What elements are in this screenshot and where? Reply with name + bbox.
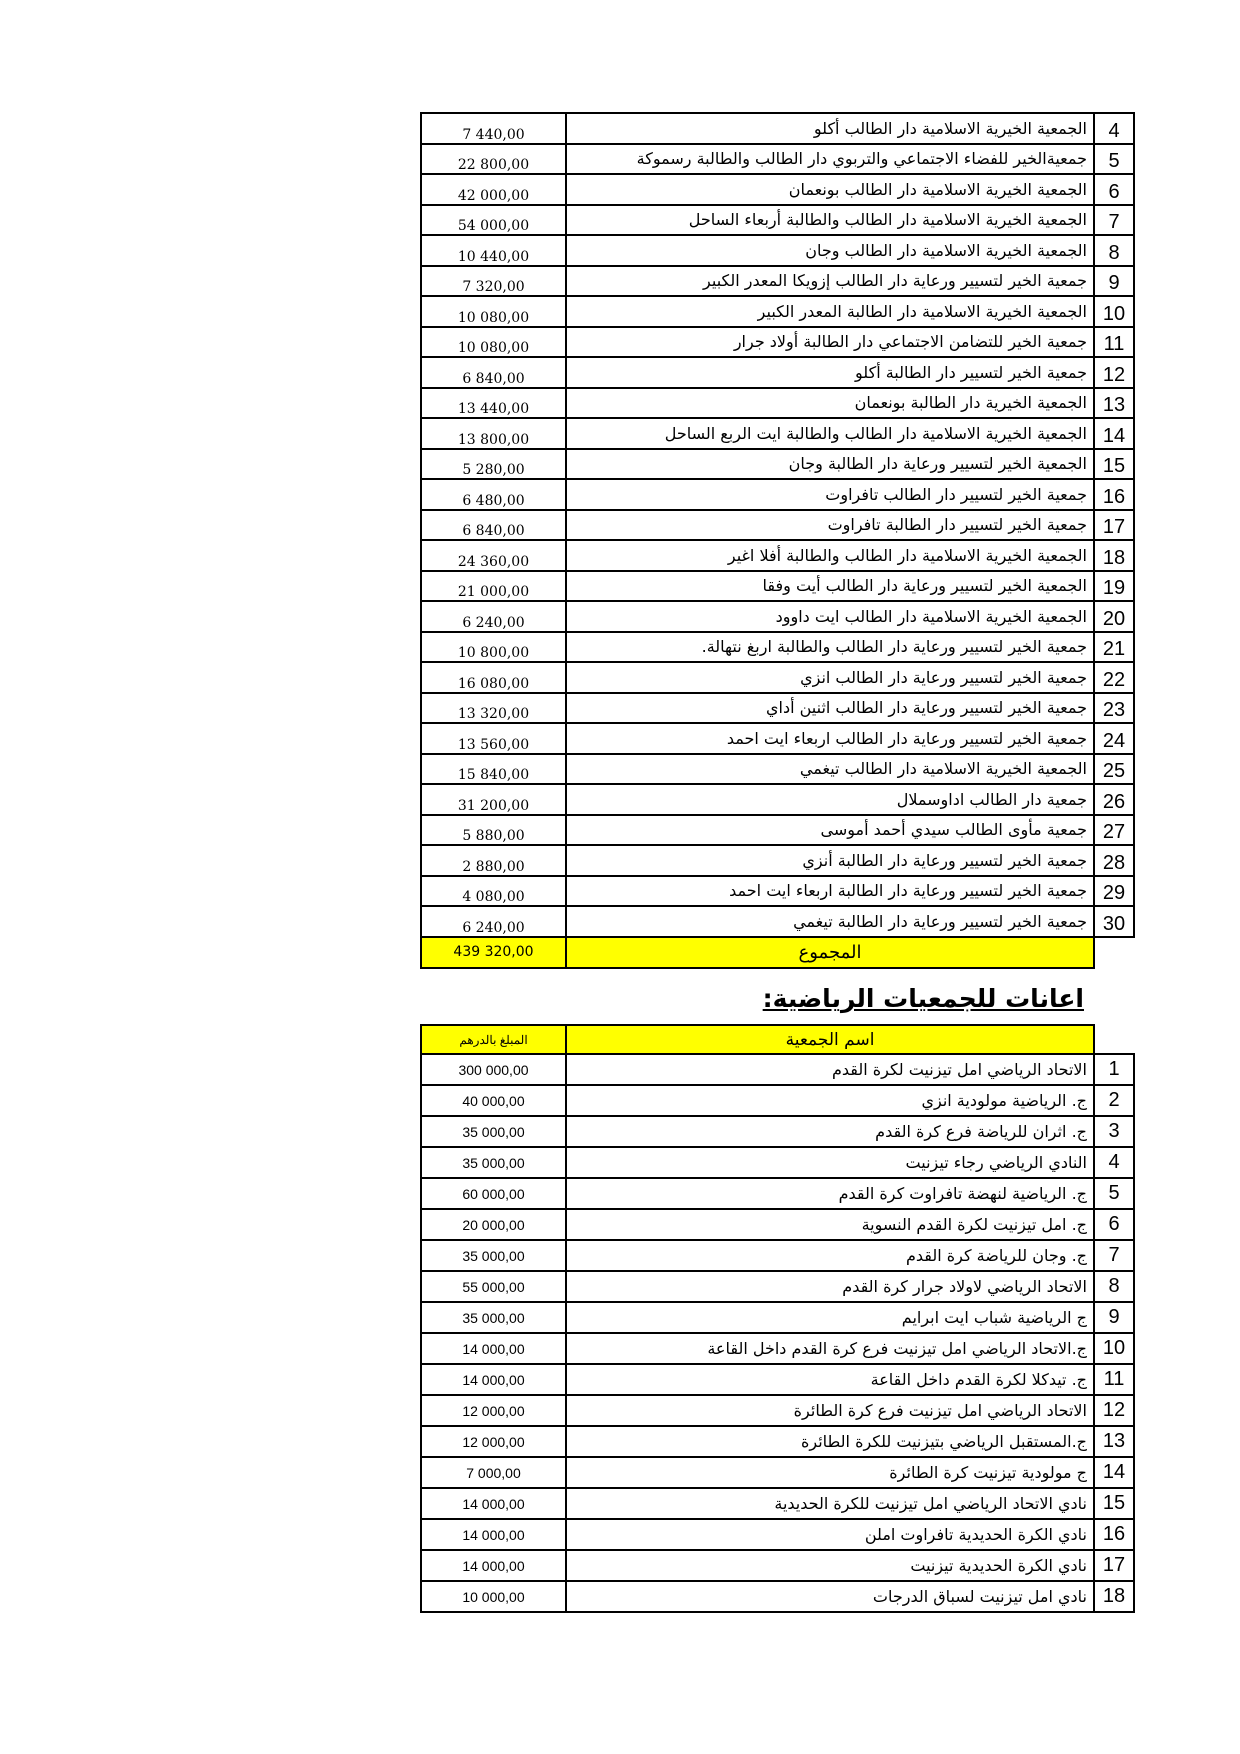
row-name: الاتحاد الرياضي لاولاد جرار كرة القدم bbox=[566, 1271, 1094, 1302]
table-row bbox=[421, 1271, 1134, 1302]
table-row bbox=[421, 144, 1134, 175]
row-amount: 13 800,00 bbox=[421, 418, 566, 449]
row-amount: 14 000,00 bbox=[421, 1519, 566, 1550]
table-row bbox=[421, 1240, 1134, 1271]
table-row bbox=[421, 1457, 1134, 1488]
table-row bbox=[421, 266, 1134, 297]
row-name: جمعية مأوى الطالب سيدي أحمد أموسى bbox=[566, 815, 1094, 846]
associations-table bbox=[420, 112, 1135, 969]
row-amount: 7 000,00 bbox=[421, 1457, 566, 1488]
table-row bbox=[421, 1302, 1134, 1333]
row-name: جمعية الخير لتسيير ورعاية دار الطالبة أنزي bbox=[566, 845, 1094, 876]
row-amount: 7 320,00 bbox=[421, 266, 566, 297]
row-name: النادي الرياضي رجاء تيزنيت bbox=[566, 1147, 1094, 1178]
table-row bbox=[421, 601, 1134, 632]
row-amount: 5 280,00 bbox=[421, 449, 566, 480]
row-name: جمعية الخير للتضامن الاجتماعي دار الطالبة أولاد جرار bbox=[566, 327, 1094, 358]
total-amount: 439 320,00 bbox=[421, 937, 566, 968]
row-number: 13 bbox=[1094, 388, 1134, 419]
table-row bbox=[421, 1147, 1134, 1178]
row-number: 10 bbox=[1094, 296, 1134, 327]
table-row bbox=[421, 815, 1134, 846]
table-row bbox=[421, 1426, 1134, 1457]
total-row bbox=[421, 937, 1134, 968]
row-amount: 35 000,00 bbox=[421, 1302, 566, 1333]
row-amount: 13 440,00 bbox=[421, 388, 566, 419]
row-amount: 15 840,00 bbox=[421, 754, 566, 785]
row-amount: 21 000,00 bbox=[421, 571, 566, 602]
row-name: الجمعية الخيرية الاسلامية دار الطالب والطالبة أفلا اغير bbox=[566, 540, 1094, 571]
table-row bbox=[421, 784, 1134, 815]
table-row bbox=[421, 1209, 1134, 1240]
row-number: 15 bbox=[1094, 1488, 1134, 1519]
table-row bbox=[421, 418, 1134, 449]
row-name: جمعية الخير لتسيير ورعاية دار الطالب اثنين أداي bbox=[566, 693, 1094, 724]
table-row bbox=[421, 571, 1134, 602]
table-row bbox=[421, 754, 1134, 785]
row-name: الاتحاد الرياضي امل تيزنيت لكرة القدم bbox=[566, 1054, 1094, 1085]
row-number: 8 bbox=[1094, 1271, 1134, 1302]
row-name: الجمعية الخيرية الاسلامية دار الطالب والطالبة ايت الربع الساحل bbox=[566, 418, 1094, 449]
row-number: 10 bbox=[1094, 1333, 1134, 1364]
row-name: جمعية الخير لتسيير ورعاية دار الطالب انزي bbox=[566, 662, 1094, 693]
row-amount: 35 000,00 bbox=[421, 1240, 566, 1271]
row-amount: 14 000,00 bbox=[421, 1550, 566, 1581]
row-number: 18 bbox=[1094, 540, 1134, 571]
row-amount: 10 000,00 bbox=[421, 1581, 566, 1612]
row-name: نادي امل تيزنيت لسباق الدرجات bbox=[566, 1581, 1094, 1612]
row-name: الجمعية الخيرية الاسلامية دار الطالب تيغمي bbox=[566, 754, 1094, 785]
row-name: الاتحاد الرياضي امل تيزنيت فرع كرة الطائرة bbox=[566, 1395, 1094, 1426]
table-row bbox=[421, 296, 1134, 327]
sports-section-title: اعانات للجمعيات الرياضية: bbox=[762, 984, 1084, 1013]
row-amount: 10 800,00 bbox=[421, 632, 566, 663]
table-row bbox=[421, 632, 1134, 663]
row-name: جمعية الخير لتسيير ورعاية دار الطالب إزويكا المعدر الكبير bbox=[566, 266, 1094, 297]
row-amount: 6 480,00 bbox=[421, 479, 566, 510]
row-number: 5 bbox=[1094, 144, 1134, 175]
row-amount: 6 840,00 bbox=[421, 357, 566, 388]
table-row bbox=[421, 113, 1134, 144]
table-row bbox=[421, 1178, 1134, 1209]
row-name: ج مولودية تيزنيت كرة الطائرة bbox=[566, 1457, 1094, 1488]
row-number: 11 bbox=[1094, 1364, 1134, 1395]
row-name: الجمعية الخير لتسيير ورعاية دار الطالبة وجان bbox=[566, 449, 1094, 480]
row-number: 6 bbox=[1094, 174, 1134, 205]
row-amount: 35 000,00 bbox=[421, 1147, 566, 1178]
row-name: ج. الرياضية مولودية انزي bbox=[566, 1085, 1094, 1116]
table-row bbox=[421, 174, 1134, 205]
row-name: نادي الكرة الحديدية تافراوت املن bbox=[566, 1519, 1094, 1550]
row-number: 27 bbox=[1094, 815, 1134, 846]
table-row bbox=[421, 693, 1134, 724]
row-amount: 10 080,00 bbox=[421, 327, 566, 358]
header-amount: المبلغ بالدرهم bbox=[421, 1025, 566, 1054]
row-amount: 12 000,00 bbox=[421, 1395, 566, 1426]
row-amount: 10 080,00 bbox=[421, 296, 566, 327]
row-name: الجمعية الخيرية الاسلامية دار الطالب بونعمان bbox=[566, 174, 1094, 205]
row-amount: 31 200,00 bbox=[421, 784, 566, 815]
table-row bbox=[421, 1364, 1134, 1395]
row-amount: 5 880,00 bbox=[421, 815, 566, 846]
row-name: جمعية الخير لتسيير دار الطالب تافراوت bbox=[566, 479, 1094, 510]
row-name: ج. الرياضية لنهضة تافراوت كرة القدم bbox=[566, 1178, 1094, 1209]
row-amount: 24 360,00 bbox=[421, 540, 566, 571]
row-amount: 60 000,00 bbox=[421, 1178, 566, 1209]
row-amount: 14 000,00 bbox=[421, 1333, 566, 1364]
row-number: 4 bbox=[1094, 1147, 1134, 1178]
row-name: الجمعية الخيرية الاسلامية دار الطالب وجان bbox=[566, 235, 1094, 266]
row-amount: 6 240,00 bbox=[421, 906, 566, 937]
row-amount: 4 080,00 bbox=[421, 876, 566, 907]
row-name: ج الرياضية شباب ايت ابرايم bbox=[566, 1302, 1094, 1333]
row-name: جمعيةالخير للفضاء الاجتماعي والتربوي دار الطالب والطالبة رسموكة bbox=[566, 144, 1094, 175]
row-number: 11 bbox=[1094, 327, 1134, 358]
table-row bbox=[421, 1085, 1134, 1116]
table-row bbox=[421, 388, 1134, 419]
row-number: 9 bbox=[1094, 266, 1134, 297]
row-name: جمعية الخير لتسيير ورعاية دار الطالب والطالبة اربغ نتهالة. bbox=[566, 632, 1094, 663]
table-row bbox=[421, 1054, 1134, 1085]
table-row bbox=[421, 449, 1134, 480]
row-name: الجمعية الخير لتسيير ورعاية دار الطالب أيت وفقا bbox=[566, 571, 1094, 602]
row-number: 7 bbox=[1094, 205, 1134, 236]
header-name: اسم الجمعية bbox=[566, 1025, 1094, 1054]
row-number: 4 bbox=[1094, 113, 1134, 144]
row-amount: 13 320,00 bbox=[421, 693, 566, 724]
row-name: جمعية الخير لتسيير ورعاية دار الطالبة تيغمي bbox=[566, 906, 1094, 937]
row-name: ج. امل تيزنيت لكرة القدم النسوية bbox=[566, 1209, 1094, 1240]
row-name: الجمعية الخيرية دار الطالبة بونعمان bbox=[566, 388, 1094, 419]
table-row bbox=[421, 235, 1134, 266]
row-name: ج. تيدكلا لكرة القدم داخل القاعة bbox=[566, 1364, 1094, 1395]
row-number: 26 bbox=[1094, 784, 1134, 815]
row-amount: 10 440,00 bbox=[421, 235, 566, 266]
row-number: 28 bbox=[1094, 845, 1134, 876]
total-label: المجموع bbox=[566, 937, 1094, 968]
row-number: 23 bbox=[1094, 693, 1134, 724]
row-name: نادي الاتحاد الرياضي امل تيزنيت للكرة الحديدية bbox=[566, 1488, 1094, 1519]
row-amount: 40 000,00 bbox=[421, 1085, 566, 1116]
table-row bbox=[421, 1550, 1134, 1581]
row-number: 14 bbox=[1094, 418, 1134, 449]
row-name: ج.الاتحاد الرياضي امل تيزنيت فرع كرة القدم داخل القاعة bbox=[566, 1333, 1094, 1364]
row-amount: 35 000,00 bbox=[421, 1116, 566, 1147]
row-amount: 14 000,00 bbox=[421, 1364, 566, 1395]
table-header-row bbox=[421, 1025, 1134, 1054]
row-name: جمعية الخير لتسيير دار الطالبة تافراوت bbox=[566, 510, 1094, 541]
table-row bbox=[421, 1581, 1134, 1612]
row-number: 2 bbox=[1094, 1085, 1134, 1116]
row-number: 14 bbox=[1094, 1457, 1134, 1488]
row-amount: 22 800,00 bbox=[421, 144, 566, 175]
row-number: 25 bbox=[1094, 754, 1134, 785]
row-number: 15 bbox=[1094, 449, 1134, 480]
row-name: نادي الكرة الحديدية تيزنيت bbox=[566, 1550, 1094, 1581]
row-name: ج. وجان للرياضة كرة القدم bbox=[566, 1240, 1094, 1271]
table-row bbox=[421, 479, 1134, 510]
row-number: 5 bbox=[1094, 1178, 1134, 1209]
row-number: 22 bbox=[1094, 662, 1134, 693]
row-name: الجمعية الخيرية الاسلامية دار الطالب أكلو bbox=[566, 113, 1094, 144]
row-name: جمعية الخير لتسيير ورعاية دار الطالبة اربعاء ايت احمد bbox=[566, 876, 1094, 907]
table-row bbox=[421, 1116, 1134, 1147]
table-row bbox=[421, 662, 1134, 693]
row-number: 6 bbox=[1094, 1209, 1134, 1240]
row-name: الجمعية الخيرية الاسلامية دار الطالبة المعدر الكبير bbox=[566, 296, 1094, 327]
row-number: 17 bbox=[1094, 1550, 1134, 1581]
row-amount: 13 560,00 bbox=[421, 723, 566, 754]
row-number: 12 bbox=[1094, 357, 1134, 388]
table-row bbox=[421, 1333, 1134, 1364]
row-name: الجمعية الخيرية الاسلامية دار الطالب ايت داوود bbox=[566, 601, 1094, 632]
table-row bbox=[421, 723, 1134, 754]
row-number: 12 bbox=[1094, 1395, 1134, 1426]
row-number: 7 bbox=[1094, 1240, 1134, 1271]
table-row bbox=[421, 510, 1134, 541]
row-number: 1 bbox=[1094, 1054, 1134, 1085]
table-row bbox=[421, 1488, 1134, 1519]
row-number: 18 bbox=[1094, 1581, 1134, 1612]
row-amount: 6 240,00 bbox=[421, 601, 566, 632]
row-number: 20 bbox=[1094, 601, 1134, 632]
table-row bbox=[421, 876, 1134, 907]
row-amount: 7 440,00 bbox=[421, 113, 566, 144]
row-name: الجمعية الخيرية الاسلامية دار الطالب والطالبة أربعاء الساحل bbox=[566, 205, 1094, 236]
table-row bbox=[421, 540, 1134, 571]
row-number: 9 bbox=[1094, 1302, 1134, 1333]
row-number: 29 bbox=[1094, 876, 1134, 907]
row-number: 21 bbox=[1094, 632, 1134, 663]
row-name: ج. اثران للرياضة فرع كرة القدم bbox=[566, 1116, 1094, 1147]
row-number: 13 bbox=[1094, 1426, 1134, 1457]
row-number: 16 bbox=[1094, 479, 1134, 510]
row-name: جمعية الخير لتسيير دار الطالبة أكلو bbox=[566, 357, 1094, 388]
row-number: 16 bbox=[1094, 1519, 1134, 1550]
table-row bbox=[421, 205, 1134, 236]
row-amount: 14 000,00 bbox=[421, 1488, 566, 1519]
row-amount: 20 000,00 bbox=[421, 1209, 566, 1240]
row-amount: 16 080,00 bbox=[421, 662, 566, 693]
row-amount: 2 880,00 bbox=[421, 845, 566, 876]
row-amount: 6 840,00 bbox=[421, 510, 566, 541]
row-name: جمعية الخير لتسيير ورعاية دار الطالب اربعاء ايت احمد bbox=[566, 723, 1094, 754]
row-name: ج.المستقبل الرياضي بتيزنيت للكرة الطائرة bbox=[566, 1426, 1094, 1457]
row-number: 24 bbox=[1094, 723, 1134, 754]
table-row bbox=[421, 845, 1134, 876]
table-row bbox=[421, 1395, 1134, 1426]
row-amount: 12 000,00 bbox=[421, 1426, 566, 1457]
table-row bbox=[421, 327, 1134, 358]
table-row bbox=[421, 357, 1134, 388]
row-number: 8 bbox=[1094, 235, 1134, 266]
sports-associations-table bbox=[420, 1024, 1135, 1613]
row-amount: 42 000,00 bbox=[421, 174, 566, 205]
row-amount: 54 000,00 bbox=[421, 205, 566, 236]
row-number: 3 bbox=[1094, 1116, 1134, 1147]
row-number: 17 bbox=[1094, 510, 1134, 541]
row-amount: 300 000,00 bbox=[421, 1054, 566, 1085]
row-number: 30 bbox=[1094, 906, 1134, 937]
row-name: جمعية دار الطالب اداوسملال bbox=[566, 784, 1094, 815]
table-row bbox=[421, 1519, 1134, 1550]
table-row bbox=[421, 906, 1134, 937]
row-number: 19 bbox=[1094, 571, 1134, 602]
row-amount: 55 000,00 bbox=[421, 1271, 566, 1302]
